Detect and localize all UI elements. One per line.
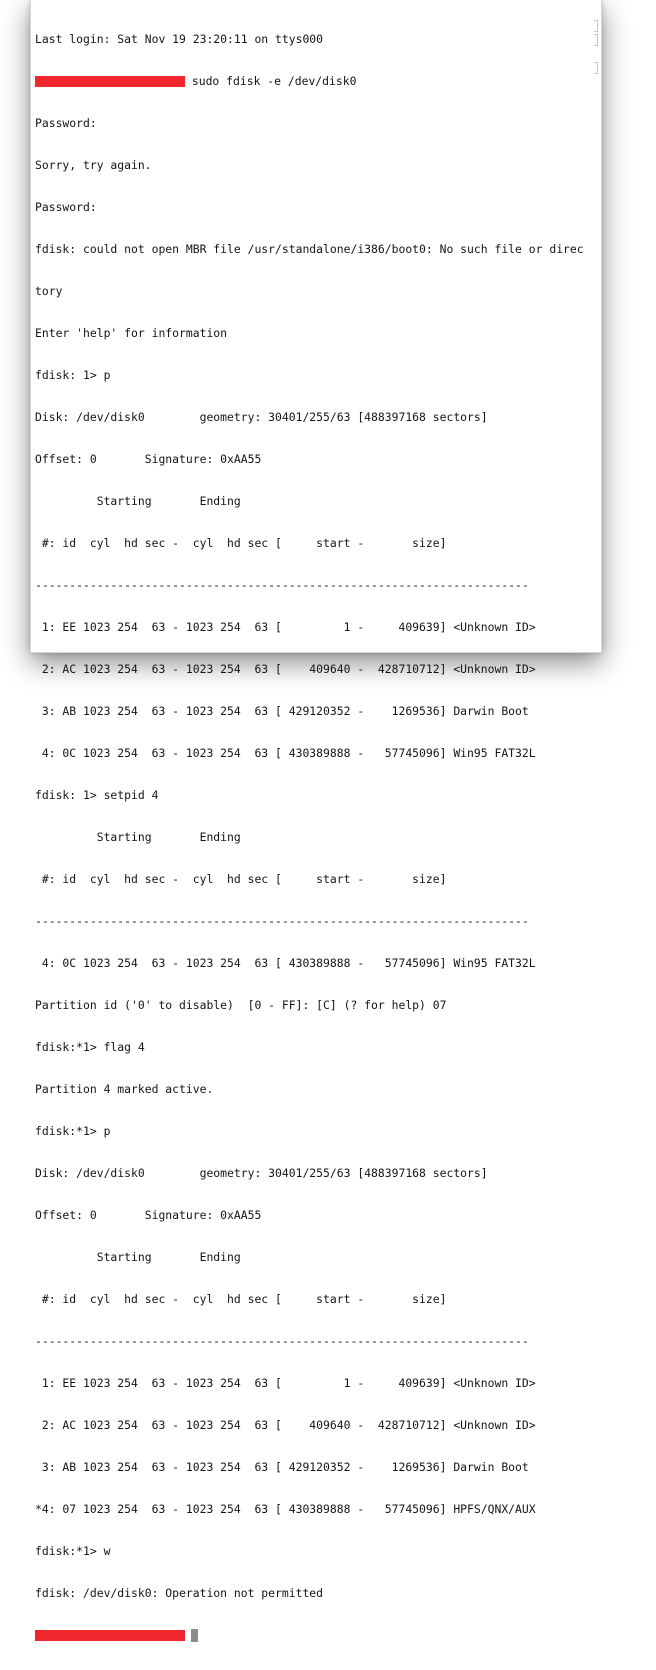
terminal-line: fdisk:*1> w <box>35 1544 111 1558</box>
terminal-line-command <box>35 74 593 88</box>
line-marker <box>594 62 598 74</box>
terminal-line: tory <box>35 284 63 298</box>
terminal-line: Password: <box>35 200 97 214</box>
terminal-line: Enter 'help' for information <box>35 326 228 340</box>
terminal-line: Last login: Sat Nov 19 23:20:11 on ttys000 <box>35 32 324 46</box>
text-cursor <box>191 1629 198 1642</box>
terminal-line: fdisk: 1> p <box>35 368 111 382</box>
terminal-line: Password: <box>35 116 97 130</box>
terminal-line: Offset: 0 Signature: 0xAA55 <box>35 1208 262 1222</box>
command-text: sudo fdisk -e /dev/disk0 <box>191 74 357 88</box>
terminal-line: #: id cyl hd sec - cyl hd sec [ start - size] <box>35 536 447 550</box>
terminal-line: 3: AB 1023 254 63 - 1023 254 63 [ 429120352 - 1269536] Darwin Boot <box>35 1460 529 1474</box>
redacted-prompt <box>35 1630 185 1641</box>
terminal-line: Starting Ending <box>35 830 241 844</box>
terminal-line: Starting Ending <box>35 494 241 508</box>
terminal-line: fdisk: could not open MBR file /usr/standalone/i386/boot0: No such file or direc <box>35 242 584 256</box>
terminal-line: 4: 0C 1023 254 63 - 1023 254 63 [ 430389888 - 57745096] Win95 FAT32L <box>35 746 536 760</box>
terminal-line: Offset: 0 Signature: 0xAA55 <box>35 452 262 466</box>
terminal-line: ------------------------------------------------------------------------ <box>35 1334 529 1348</box>
terminal-line: #: id cyl hd sec - cyl hd sec [ start - size] <box>35 872 447 886</box>
line-marker <box>594 34 598 46</box>
terminal-line: *4: 07 1023 254 63 - 1023 254 63 [ 430389888 - 57745096] HPFS/QNX/AUX <box>35 1502 536 1516</box>
terminal-prompt-line[interactable] <box>35 1628 593 1642</box>
terminal-line: Starting Ending <box>35 1250 241 1264</box>
terminal-window[interactable] <box>30 0 602 1600</box>
terminal-line: Partition 4 marked active. <box>35 1082 214 1096</box>
redacted-prompt <box>35 76 185 87</box>
terminal-line: ------------------------------------------------------------------------ <box>35 914 529 928</box>
terminal-line: 1: EE 1023 254 63 - 1023 254 63 [ 1 - 409639] <Unknown ID> <box>35 620 536 634</box>
terminal-line: Disk: /dev/disk0 geometry: 30401/255/63 [488397168 sectors] <box>35 1166 488 1180</box>
terminal-line: 2: AC 1023 254 63 - 1023 254 63 [ 409640 - 428710712] <Unknown ID> <box>35 1418 536 1432</box>
terminal-line: fdisk: /dev/disk0: Operation not permitted <box>35 1586 324 1600</box>
terminal-line: 3: AB 1023 254 63 - 1023 254 63 [ 429120352 - 1269536] Darwin Boot <box>35 704 529 718</box>
terminal-line: fdisk:*1> p <box>35 1124 111 1138</box>
line-marker <box>594 20 598 32</box>
terminal-line: ------------------------------------------------------------------------ <box>35 578 529 592</box>
terminal-line: fdisk:*1> flag 4 <box>35 1040 145 1054</box>
terminal-line: fdisk: 1> setpid 4 <box>35 788 159 802</box>
terminal-output[interactable] <box>35 4 593 1670</box>
terminal-line: #: id cyl hd sec - cyl hd sec [ start - size] <box>35 1292 447 1306</box>
terminal-line: 1: EE 1023 254 63 - 1023 254 63 [ 1 - 409639] <Unknown ID> <box>35 1376 536 1390</box>
terminal-line: Sorry, try again. <box>35 158 152 172</box>
terminal-line: Partition id ('0' to disable) [0 - FF]: [C] (? for help) 07 <box>35 998 447 1012</box>
terminal-line: Disk: /dev/disk0 geometry: 30401/255/63 [488397168 sectors] <box>35 410 488 424</box>
terminal-line: 4: 0C 1023 254 63 - 1023 254 63 [ 430389888 - 57745096] Win95 FAT32L <box>35 956 536 970</box>
terminal-line: 2: AC 1023 254 63 - 1023 254 63 [ 409640 - 428710712] <Unknown ID> <box>35 662 536 676</box>
